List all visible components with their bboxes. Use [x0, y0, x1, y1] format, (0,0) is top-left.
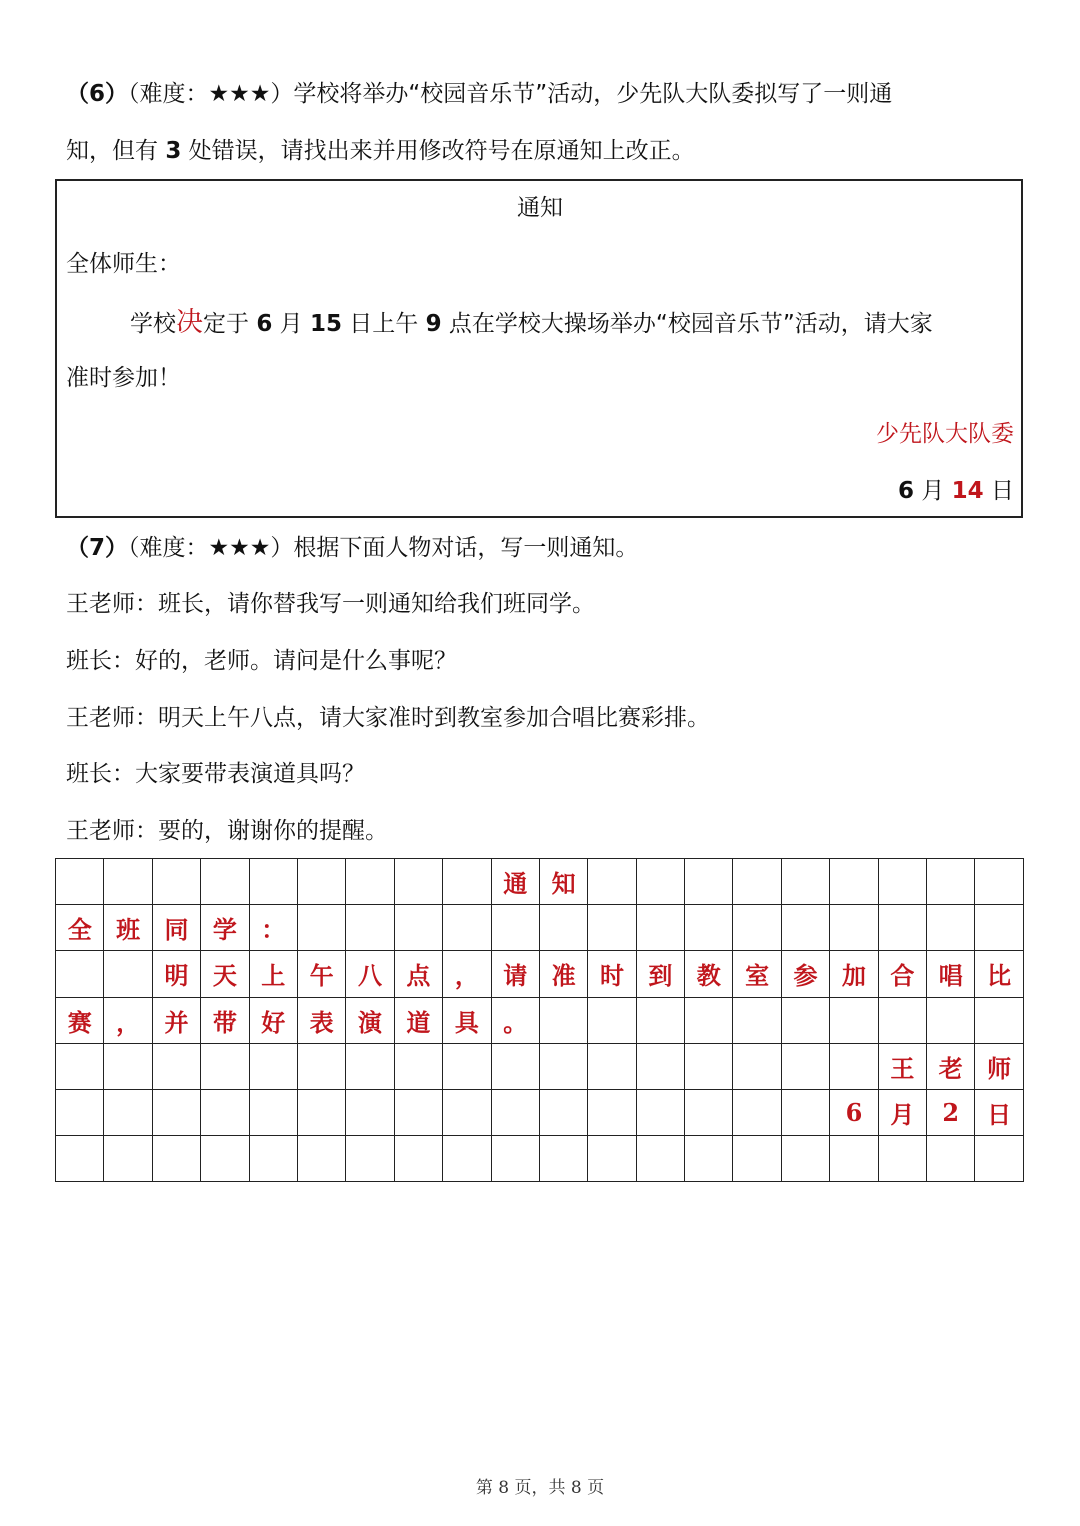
grid-cell [539, 1043, 587, 1089]
dialogue-line: 王老师：班长，请你替我写一则通知给我们班同学。 [66, 591, 595, 617]
grid-row [56, 905, 1024, 951]
grid-cell [297, 1089, 345, 1135]
grid-cell [249, 1136, 297, 1182]
grid-cell [491, 1043, 539, 1089]
grid-cell [733, 1043, 781, 1089]
grid-cell [346, 1089, 394, 1135]
grid-cell: 上 [249, 951, 297, 997]
grid-cell [781, 859, 829, 905]
grid-cell [56, 1136, 104, 1182]
grid-cell: ， [104, 997, 152, 1043]
grid-cell: 点 [394, 951, 442, 997]
grid-cell [201, 1136, 249, 1182]
grid-cell: ： [249, 905, 297, 951]
grid-cell [733, 905, 781, 951]
grid-cell [588, 859, 636, 905]
grid-cell [878, 997, 926, 1043]
grid-cell: 全 [56, 905, 104, 951]
grid-cell: 室 [733, 951, 781, 997]
grid-cell [346, 859, 394, 905]
grid-cell [685, 1136, 733, 1182]
grid-cell: 明 [152, 951, 200, 997]
grid-cell: 好 [249, 997, 297, 1043]
grid-cell [539, 905, 587, 951]
q6-line-2: 知，但有 3 处错误，请找出来并用修改符号在原通知上改正。 [66, 138, 695, 164]
grid-cell: 知 [539, 859, 587, 905]
grid-cell [152, 1136, 200, 1182]
grid-cell [927, 1136, 975, 1182]
grid-cell [685, 905, 733, 951]
grid-cell [346, 1136, 394, 1182]
notice-date: 6 月 14 日 [898, 478, 1014, 504]
grid-cell [685, 1043, 733, 1089]
grid-row [56, 997, 1024, 1043]
grid-cell: ， [443, 951, 491, 997]
grid-cell [297, 1043, 345, 1089]
grid-cell: 。 [491, 997, 539, 1043]
grid-cell: 道 [394, 997, 442, 1043]
grid-cell [927, 859, 975, 905]
grid-cell [201, 859, 249, 905]
grid-cell [830, 1136, 878, 1182]
grid-cell [152, 1089, 200, 1135]
grid-cell [56, 951, 104, 997]
grid-cell [394, 1136, 442, 1182]
grid-cell [394, 905, 442, 951]
dialogue-line: 王老师：明天上午八点，请大家准时到教室参加合唱比赛彩排。 [66, 705, 710, 731]
grid-cell [56, 1089, 104, 1135]
grid-cell: 学 [201, 905, 249, 951]
grid-cell: 时 [588, 951, 636, 997]
grid-cell [56, 859, 104, 905]
grid-cell [927, 905, 975, 951]
notice-greeting: 全体师生： [66, 251, 181, 277]
grid-cell [878, 1136, 926, 1182]
grid-cell [104, 1043, 152, 1089]
grid-cell [781, 1043, 829, 1089]
grid-cell: 加 [830, 951, 878, 997]
grid-row [56, 1089, 1024, 1135]
grid-cell: 师 [975, 1043, 1023, 1089]
grid-cell: 日 [975, 1089, 1023, 1135]
grid-cell: 班 [104, 905, 152, 951]
dialogue-line: 班长：大家要带表演道具吗？ [66, 761, 365, 787]
notice-body-line-2: 准时参加！ [66, 365, 181, 391]
grid-cell [249, 1089, 297, 1135]
grid-cell: 唱 [927, 951, 975, 997]
grid-cell: 并 [152, 997, 200, 1043]
grid-cell: 天 [201, 951, 249, 997]
grid-cell: 参 [781, 951, 829, 997]
grid-cell [539, 1136, 587, 1182]
grid-cell [636, 1089, 684, 1135]
grid-cell: 表 [297, 997, 345, 1043]
grid-cell [104, 1136, 152, 1182]
grid-cell: 赛 [56, 997, 104, 1043]
grid-cell [733, 1136, 781, 1182]
grid-cell [588, 1089, 636, 1135]
grid-cell [878, 905, 926, 951]
grid-row [56, 1043, 1024, 1089]
grid-cell: 通 [491, 859, 539, 905]
grid-cell: 八 [346, 951, 394, 997]
grid-cell [297, 905, 345, 951]
grid-row [56, 859, 1024, 905]
grid-cell: 演 [346, 997, 394, 1043]
grid-cell [975, 859, 1023, 905]
grid-cell [781, 1136, 829, 1182]
grid-cell [491, 1089, 539, 1135]
grid-cell: 6 [830, 1089, 878, 1135]
grid-cell [878, 859, 926, 905]
grid-cell [443, 1089, 491, 1135]
grid-cell [201, 1043, 249, 1089]
dialogue-line: 王老师：要的，谢谢你的提醒。 [66, 818, 388, 844]
grid-cell [781, 905, 829, 951]
grid-cell [346, 905, 394, 951]
grid-cell [588, 1043, 636, 1089]
grid-cell: 2 [927, 1089, 975, 1135]
grid-cell [975, 997, 1023, 1043]
grid-cell [56, 1043, 104, 1089]
grid-cell: 到 [636, 951, 684, 997]
grid-cell: 准 [539, 951, 587, 997]
answer-grid [55, 858, 1024, 1182]
grid-cell [297, 1136, 345, 1182]
grid-cell: 王 [878, 1043, 926, 1089]
grid-cell [830, 905, 878, 951]
grid-cell [491, 1136, 539, 1182]
grid-cell [685, 859, 733, 905]
notice-title: 通知 [517, 195, 563, 221]
grid-cell [539, 1089, 587, 1135]
grid-cell [975, 1136, 1023, 1182]
grid-cell [539, 997, 587, 1043]
grid-cell [394, 1089, 442, 1135]
correction-char: 决 [176, 307, 203, 338]
grid-cell: 比 [975, 951, 1023, 997]
grid-cell [830, 859, 878, 905]
grid-cell: 合 [878, 951, 926, 997]
grid-cell [588, 1136, 636, 1182]
notice-body-line-1: 学校决定于 6 月 15 日上午 9 点在学校大操场举办“校园音乐节”活动，请大家 [130, 307, 933, 338]
page-footer: 第 8 页，共 8 页 [475, 1478, 605, 1498]
grid-cell [346, 1043, 394, 1089]
grid-cell [733, 997, 781, 1043]
grid-cell [394, 859, 442, 905]
grid-cell [975, 905, 1023, 951]
grid-cell [443, 1136, 491, 1182]
grid-cell [781, 1089, 829, 1135]
grid-row [56, 1136, 1024, 1182]
notice-box [55, 179, 1023, 518]
q6-line-1: （6）（难度：★★★）学校将举办“校园音乐节”活动，少先队大队委拟写了一则通 [66, 81, 893, 107]
grid-cell [636, 997, 684, 1043]
grid-cell: 月 [878, 1089, 926, 1135]
grid-cell [443, 1043, 491, 1089]
grid-cell [104, 859, 152, 905]
grid-cell [152, 859, 200, 905]
grid-cell [636, 859, 684, 905]
grid-cell: 午 [297, 951, 345, 997]
grid-cell [104, 951, 152, 997]
grid-cell: 教 [685, 951, 733, 997]
grid-cell [394, 1043, 442, 1089]
grid-cell [733, 1089, 781, 1135]
grid-cell [249, 859, 297, 905]
grid-cell [588, 905, 636, 951]
grid-cell: 带 [201, 997, 249, 1043]
difficulty-stars: ★★★ [208, 81, 271, 107]
difficulty-stars: ★★★ [208, 535, 271, 561]
grid-cell [152, 1043, 200, 1089]
grid-cell [830, 1043, 878, 1089]
grid-row [56, 951, 1024, 997]
grid-cell [927, 997, 975, 1043]
grid-cell [636, 1136, 684, 1182]
q7-prompt: （7）（难度：★★★）根据下面人物对话，写一则通知。 [66, 535, 639, 561]
grid-cell: 同 [152, 905, 200, 951]
grid-cell [636, 905, 684, 951]
grid-cell [588, 997, 636, 1043]
grid-cell [733, 859, 781, 905]
grid-cell [443, 859, 491, 905]
grid-cell [781, 997, 829, 1043]
grid-cell [491, 905, 539, 951]
grid-cell: 老 [927, 1043, 975, 1089]
grid-cell [297, 859, 345, 905]
notice-signature: 少先队大队委 [876, 421, 1014, 447]
grid-cell [685, 1089, 733, 1135]
grid-cell [249, 1043, 297, 1089]
grid-cell: 具 [443, 997, 491, 1043]
grid-cell [830, 997, 878, 1043]
grid-cell [636, 1043, 684, 1089]
grid-cell [201, 1089, 249, 1135]
grid-cell [104, 1089, 152, 1135]
grid-cell [443, 905, 491, 951]
dialogue-line: 班长：好的，老师。请问是什么事呢？ [66, 648, 457, 674]
grid-cell: 请 [491, 951, 539, 997]
grid-cell [685, 997, 733, 1043]
